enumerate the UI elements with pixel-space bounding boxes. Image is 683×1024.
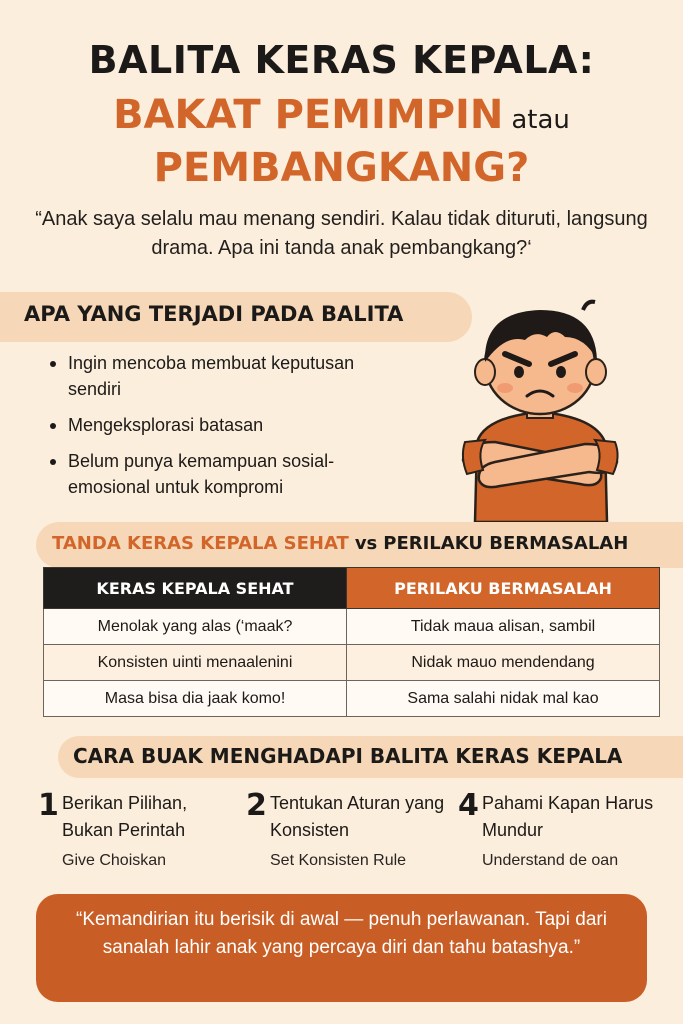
table-header-row [44,568,660,609]
section2-title-left: TANDA KERAS KEPALA SEHAT [52,533,349,554]
headline-connector: atau [511,105,570,135]
section2-vs: vs [354,533,378,554]
tip-title: Pahami Kapan Harus Mundur [482,793,654,840]
tip-subtitle: Give Choiskan [62,852,167,869]
tip-title: Tentukan Aturan yang Konsisten [270,793,445,840]
column-header-problem: PERILAKU BERMASALAH [347,568,660,609]
closing-quote-box [36,894,647,1002]
angry-toddler-illustration [455,292,625,522]
table-row [44,681,660,717]
headline-line1: BALITA KERAS KEPALA: [88,38,595,82]
table-cell: Konsisten uinti menaalenini [44,645,347,681]
tip-number: 4 [458,788,479,823]
tip-subtitle: Set Konsisten Rule [270,852,407,869]
tip-number: 1 [38,788,59,823]
section2-title-right: PERILAKU BERMASALAH [383,533,629,554]
list-item: Belum punya kemampuan sosial-emosional untuk kompromi [48,448,408,500]
tip-number: 2 [246,788,267,823]
headline-highlight: BAKAT PEMIMPIN [113,92,504,138]
table-cell: Menolak yang alas (‘maak? [44,609,347,645]
table-cell: Masa bisa dia jaak komo! [44,681,347,717]
closing-quote: “Kemandirian itu berisik di awal — penuh perlawanan. Tapi dari sanalah lahir anak yang percaya diri dan tahu batashya.” [76,909,607,958]
headline-line3: PEMBANGKANG? [153,145,530,191]
parent-quote: “Anak saya selalu mau menang sendiri. Kalau tidak dituruti, langsung drama. Apa ini tanda anak pembangkang?‘ [35,208,648,259]
table-cell: Sama salahi nidak mal kao [347,681,660,717]
column-header-healthy: KERAS KEPALA SEHAT [44,568,347,609]
list-item: Ingin mencoba membuat keputusan sendiri [48,350,408,402]
list-item: Mengeksplorasi batasan [48,412,408,438]
table-cell: Nidak mauo mendendang [347,645,660,681]
table-cell: Tidak maua alisan, sambil [347,609,660,645]
section3-title: CARA BUAK MENGHADAPI BALITA KERAS KEPALA [73,744,623,768]
comparison-table [43,567,660,717]
table-row [44,645,660,681]
behavior-list [48,350,408,510]
section1-title: APA YANG TERJADI PADA BALITA [24,302,404,326]
headline-line2 [0,92,683,138]
table-row [44,609,660,645]
tip-subtitle: Understand de oan [482,852,619,869]
section2-title [52,533,628,554]
tip-title: Berikan Pilihan, Bukan Perintah [62,793,188,840]
